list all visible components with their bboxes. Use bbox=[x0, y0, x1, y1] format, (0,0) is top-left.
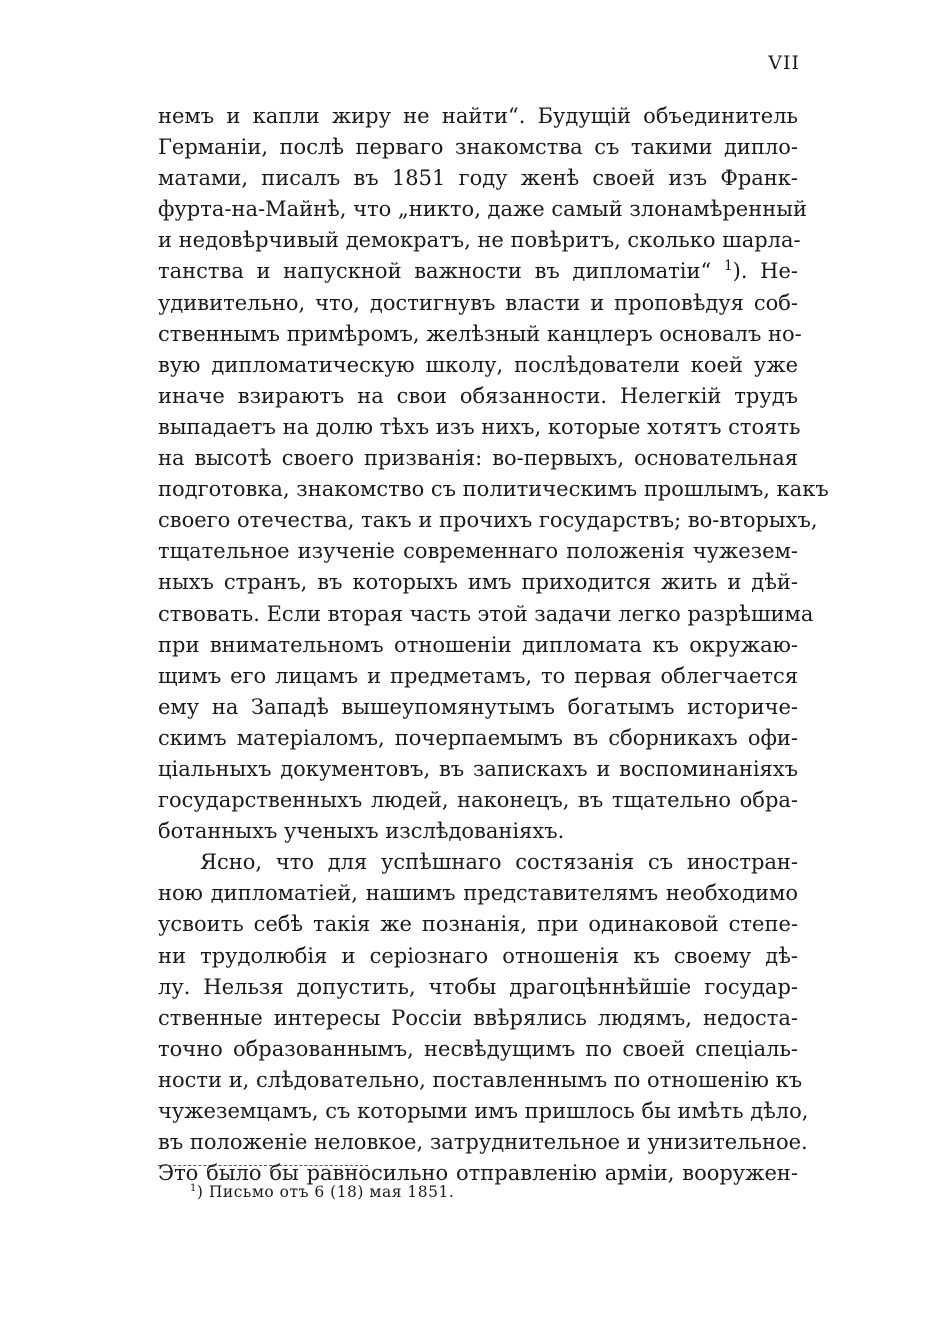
text-line: иначе взираютъ на свои обязанности. Нелегкій трудъ bbox=[158, 383, 798, 408]
text-line: чужеземцамъ, съ которыми имъ пришлось бы имѣть дѣло, bbox=[158, 1099, 809, 1123]
text-line: ціальныхъ документовъ, въ запискахъ и воспоминаніяхъ bbox=[158, 756, 798, 781]
footnote-reference: 1 bbox=[723, 258, 733, 275]
text-line: при внимательномъ отношеніи дипломата къ окружаю- bbox=[158, 632, 798, 657]
text-line: лу. Нельзя допустить, чтобы драгоцѣннѣйшіе государ- bbox=[158, 974, 798, 999]
text-line: государственныхъ людей, наконецъ, въ тщательно обра- bbox=[158, 788, 798, 813]
text-line: матами, писалъ въ 1851 году женѣ своей изъ Франк- bbox=[158, 166, 798, 191]
text-line: удивительно, что, достигнувъ власти и проповѣдуя соб- bbox=[158, 290, 798, 315]
text-line: скимъ матеріаломъ, почерпаемымъ въ сборникахъ офи- bbox=[158, 725, 798, 750]
text-line: и недовѣрчивый демократъ, не повѣритъ, сколько шарла- bbox=[158, 228, 801, 253]
footnote-text: ) Письмо отъ 6 (18) мая 1851. bbox=[196, 1183, 455, 1201]
text-line: въ положеніе неловкое, затруднительное и унизительное. bbox=[158, 1130, 808, 1155]
text-line: ности и, слѣдовательно, поставленнымъ по отношенію къ bbox=[158, 1067, 803, 1092]
text-line-with-footnote-ref bbox=[158, 256, 798, 287]
text-line: подготовка, знакомство съ политическимъ прошлымъ, какъ bbox=[158, 477, 829, 502]
text-line: Ясно, что для успѣшнаго состязанія съ иностран- bbox=[200, 850, 798, 875]
text-line: тщательное изученіе современнаго положенія чужезем- bbox=[158, 539, 798, 564]
text-line: Германіи, послѣ перваго знакомства съ такими дипло- bbox=[158, 135, 798, 160]
text-line: Это было бы равносильно отправленію арміи, вооружен- bbox=[158, 1161, 798, 1186]
text-line: ственные интересы Россіи ввѣрялись людямъ, недоста- bbox=[158, 1005, 798, 1030]
text-line: фурта-на-Майнѣ, что „никто, даже самый злонамѣренный bbox=[158, 197, 807, 222]
text-line: ственнымъ примѣромъ, желѣзный канцлеръ основалъ но- bbox=[158, 321, 802, 346]
page-number: VII bbox=[768, 52, 800, 74]
text-line-end: ). Не- bbox=[732, 259, 798, 284]
text-line: усвоить себѣ такія же познанія, при одинаковой степе- bbox=[158, 912, 798, 937]
text-line: ботанныхъ ученыхъ изслѣдованіяхъ. bbox=[158, 819, 565, 844]
footnote bbox=[190, 1183, 454, 1201]
text-line: вую дипломатическую школу, послѣдователи коей уже bbox=[158, 352, 798, 377]
footnote-separator bbox=[158, 1165, 368, 1166]
text-line: выпадаетъ на долю тѣхъ изъ нихъ, которые хотятъ стоять bbox=[158, 414, 801, 439]
text-line: щимъ его лицамъ и предметамъ, то первая облегчается bbox=[158, 663, 798, 688]
text-line: ною дипломатіей, нашимъ представителямъ необходимо bbox=[158, 881, 798, 906]
text-line: ныхъ странъ, въ которыхъ имъ приходится жить и дѣй- bbox=[158, 570, 798, 595]
text-line: ни трудолюбія и серіознаго отношенія къ своему дѣ- bbox=[158, 943, 798, 968]
footnote-marker: 1 bbox=[190, 1182, 197, 1194]
text-line: ему на Западѣ вышеупомянутымъ богатымъ историче- bbox=[158, 694, 798, 719]
body-text bbox=[158, 101, 829, 1189]
text-line: немъ и капли жиру не найти“. Будущій объединитель bbox=[158, 104, 798, 128]
text-line-start: танства и напускной важности въ дипломатіи“ bbox=[158, 259, 712, 284]
text-line: точно образованнымъ, несвѣдущимъ по своей спеціаль- bbox=[158, 1036, 798, 1061]
text-line: на высотѣ своего призванія: во-первыхъ, основательная bbox=[158, 446, 798, 471]
text-line: ствовать. Если вторая часть этой задачи легко разрѣшима bbox=[158, 601, 814, 626]
text-line: своего отечества, такъ и прочихъ государствъ; во-вторыхъ, bbox=[158, 508, 818, 533]
